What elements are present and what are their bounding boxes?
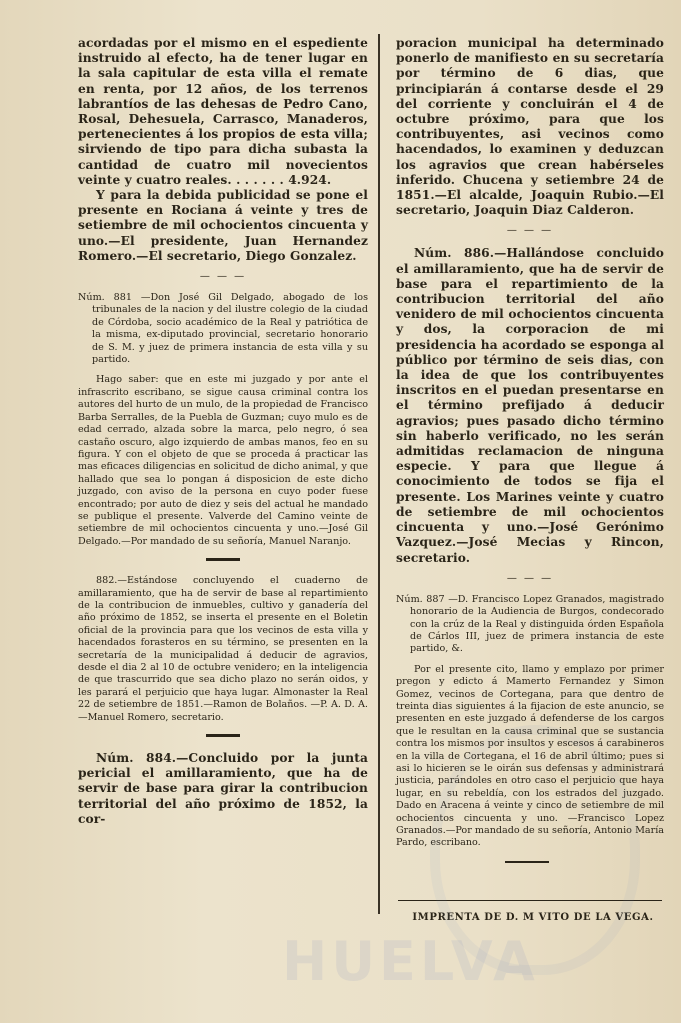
- left-column: [78, 36, 368, 827]
- rociana-notice-continuation: acordadas por el mismo en el espediente instruido al efecto, ha de tener lugar en la sala capitular de esta villa el remate en renta, por 12 años, de los terrenos labrantíos de las dehesas de Pedro Cano, Rosal, Dehesuela, Carrasco, Manaderos, pertenecientes á los propios de esta villa; sirviendo de tipo para dicha subasta la cantidad de cuatro mil novecientos veinte y cuatro reales. . . . . . . 4.924.: [78, 36, 368, 187]
- notice-881-body: Hago saber: que en este mi juzgado y por ante el infrascrito escribano, se sigue causa criminal contra los autores del hurto de un mulo, de la propiedad de Francisco Barba Serralles, de la Puebla de Guzman; cuyo mulo es de edad cerrado, alzada sobre la marca, pelo negro, ó sea castaño oscuro, algo izquierdo de ambas manos, feo en su figura. Y con el objeto de que se proceda á practicar las mas eficaces diligencias en solicitud de dicho animal, y que hallado que sea lo pongan á disposicion de este dicho juzgado, con aviso de la persona en cuyo poder fuese encontrado; por auto de diez y seis del actual he mandado se publique el presente. Valverde del Camino veinte de setiembre de mil ochocientos cincuenta y uno.—José Gil Delgado.—Por mandado de su señoría, Manuel Naranjo.: [78, 374, 368, 547]
- huelva-watermark: HUELVA: [282, 930, 539, 993]
- section-separator-bar: [206, 558, 240, 561]
- printer-imprint: IMPRENTA DE D. M VITO DE LA VEGA.: [412, 912, 654, 923]
- section-separator-bar: [206, 734, 240, 737]
- section-separator: — — —: [199, 271, 247, 283]
- rociana-notice-closing: Y para la debida publicidad se pone el presente en Rociana á veinte y tres de setiembre de mil ochocientos cincuenta y uno.—El presidente, Juan Hernandez Romero.—El secretario, Diego Gonzalez.: [78, 188, 368, 263]
- section-separator: — — —: [506, 225, 554, 237]
- notice-887-heading: Núm. 887 —D. Francisco Lopez Granados, magistrado honorario de la Audiencia de Burgos, condecorado con la crúz de la Real y distinguida órden Española de Cárlos III, juez de primera instancia de este partido, &.: [396, 593, 664, 655]
- chucena-notice-continuation: poracion municipal ha determinado ponerlo de manifiesto en su secretaría por término de 6 dias, que principiarán á contarse desde el 29 del corriente y concluirán el 4 de octubre próximo, para que los contribuyentes, asi vecinos como hacendados, lo examinen y deduzcan los agravios que crean habérseles inferido. Chucena y setiembre 24 de 1851.—El alcalde, Joaquin Rubio.—El secretario, Joaquin Diaz Calderon.: [396, 36, 664, 218]
- notice-886-body: Núm. 886.—Hallándose concluido el amillaramiento, que ha de servir de base para el repartimiento de la contribucion territorial del año venidero de mil ochocientos cincuenta y dos, la corporacion de mi presidencia ha acordado se esponga al público por término de seis dias, con la idea de que los contribuyentes inscritos en el puedan presentarse en el término prefijado á deducir agravios; pues pasado dicho término sin haberlo verificado, no les serán admitidas reclamacion de ninguna especie. Y para que llegue á conocimiento de todos se fija el presente. Los Marines veinte y cuatro de setiembre de mil ochocientos cincuenta y uno.—José Gerónimo Vazquez.—José Mecias y Rincon, secretario.: [396, 246, 664, 565]
- notice-887-body: Por el presente cito, llamo y emplazo por primer pregon y edicto á Mamerto Fernandez y Simon Gomez, vecinos de Cortegana, para que dentro de treinta dias siguientes á la fijacion de este anuncio, se presenten en este juzgado á defenderse de los cargos que le resultan en la causa criminal que se sustancia contra los mismos por insultos y escesos á carabineros en la villa de Cortegana, el 16 de abril último; pues si asi lo hicieren se le oirán sus defensas y administrará justicia, parándoles en otro caso el perjuicio que haya lugar, en su rebeldía, con los estrados del juzgado. Dado en Aracena á veinte y cinco de setiembre de mil ochocientos cincuenta y uno. —Francisco Lopez Granados.—Por mandado de su señoría, Antonio María Pardo, escribano.: [396, 663, 664, 849]
- section-separator: — — —: [506, 572, 554, 584]
- column-divider: [378, 34, 380, 914]
- notice-882-body: 882.—Estándose concluyendo el cuaderno de amillaramiento, que ha de servir de base al repartimiento de la contribucion de inmuebles, cultivo y ganadería del año próximo de 1852, se inserta el presente en el Boletin oficial de la provincia para que los vecinos de esta villa y hacendados forasteros en su término, se presenten en la secretaría de la municipalidad á deducir de agravios, desde el dia 2 al 10 de octubre venidero; en la inteligencia de que trascurrido que sea dicho plazo no serán oidos, y les parará el perjuicio que haya lugar. Almonaster la Real 22 de setiembre de 1851.—Ramon de Bolaños. —P. A. D. A.—Manuel Romero, secretario.: [78, 575, 368, 723]
- notice-881-heading: Núm. 881 —Don José Gil Delgado, abogado de los tribunales de la nacion y del ilustre colegio de la ciudad de Córdoba, socio académico de la Real y patriótica de la misma, ex-diputado provincial, secretario honorario de S. M. y juez de primera instancia de esta villa y su partido.: [78, 292, 368, 366]
- notice-884-body: Núm. 884.—Concluido por la junta pericial el amillaramiento, que ha de servir de base para girar la contribucion territorial del año próximo de 1852, la cor-: [78, 751, 368, 826]
